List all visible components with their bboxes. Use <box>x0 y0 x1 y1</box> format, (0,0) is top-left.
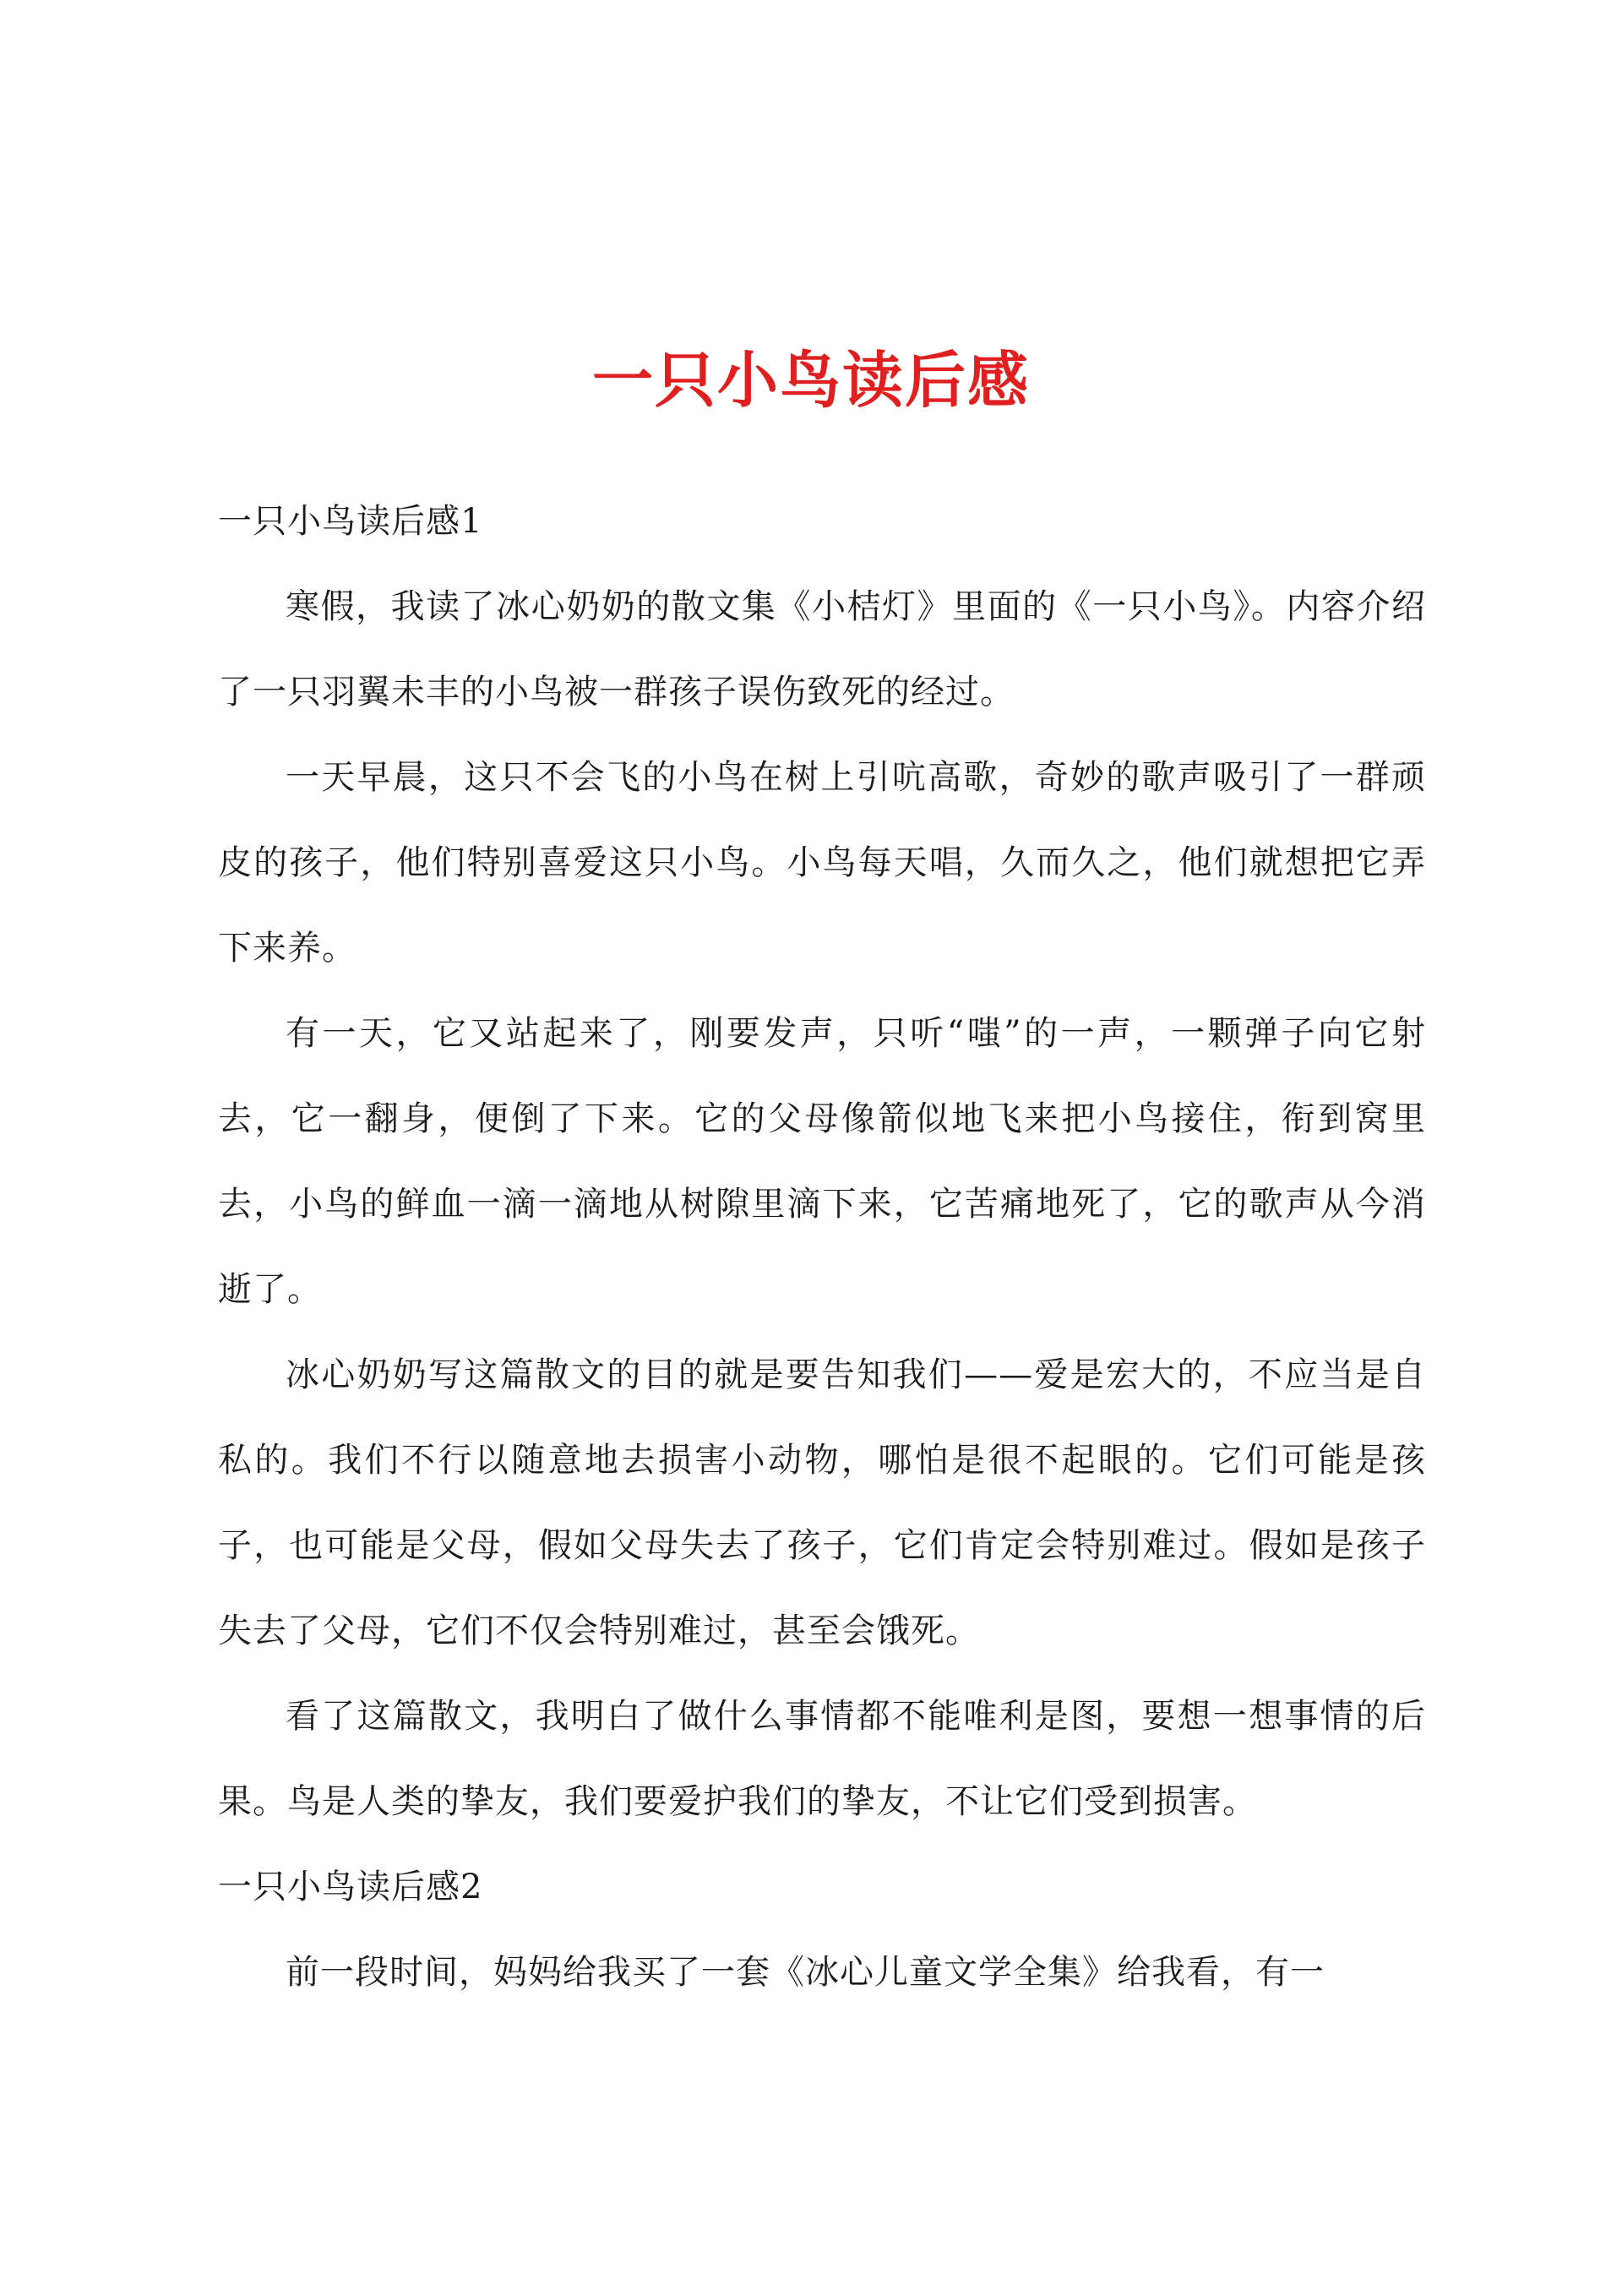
paragraph: 一天早晨，这只不会飞的小鸟在树上引吭高歌，奇妙的歌声吸引了一群顽皮的孩子，他们特别喜爱这只小鸟。小鸟每天唱，久而久之，他们就想把它弄下来养。 <box>218 758 1426 968</box>
paragraph: 冰心奶奶写这篇散文的目的就是要告知我们——爱是宏大的，不应当是自私的。我们不行以随意地去损害小动物，哪怕是很不起眼的。它们可能是孩子，也可能是父母，假如父母失去了孩子，它们肯定会特别难过。假如是孩子失去了父母，它们不仅会特别难过，甚至会饿死。 <box>218 1355 1426 1650</box>
section-2 <box>218 1845 1426 2015</box>
paragraph: 寒假，我读了冰心奶奶的散文集《小桔灯》里面的《一只小鸟》。内容介绍了一只羽翼未丰的小鸟被一群孩子误伤致死的经过。 <box>218 587 1426 712</box>
paragraph: 看了这篇散文，我明白了做什么事情都不能唯利是图，要想一想事情的后果。鸟是人类的挚友，我们要爱护我们的挚友，不让它们受到损害。 <box>218 1697 1426 1821</box>
section-1 <box>218 479 1426 1845</box>
paragraph: 前一段时间，妈妈给我买了一套《冰心儿童文学全集》给我看，有一 <box>286 1953 1325 1992</box>
section-heading: 一只小鸟读后感2 <box>218 1868 483 1906</box>
document-title: 一只小鸟读后感 <box>591 344 1030 416</box>
document-body <box>218 479 1426 2015</box>
paragraph: 有一天，它又站起来了，刚要发声，只听“嗤”的一声，一颗弹子向它射去，它一翻身，便倒了下来。它的父母像箭似地飞来把小鸟接住，衔到窝里去，小鸟的鲜血一滴一滴地从树隙里滴下来，它苦痛地死了，它的歌声从今消逝了。 <box>218 1014 1426 1309</box>
section-heading: 一只小鸟读后感1 <box>218 502 483 541</box>
